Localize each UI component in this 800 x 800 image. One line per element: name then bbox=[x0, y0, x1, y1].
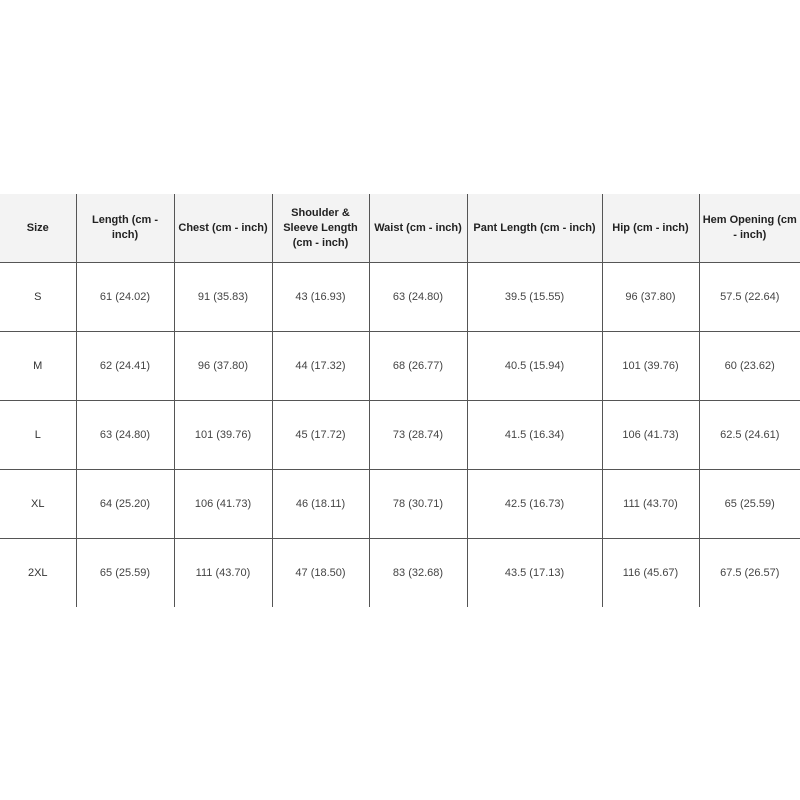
header-waist: Waist (cm - inch) bbox=[369, 194, 467, 263]
table-cell: 41.5 (16.34) bbox=[467, 401, 602, 470]
table-cell: 96 (37.80) bbox=[174, 332, 272, 401]
table-cell: 44 (17.32) bbox=[272, 332, 369, 401]
header-hip: Hip (cm - inch) bbox=[602, 194, 699, 263]
table-cell: 111 (43.70) bbox=[602, 470, 699, 539]
table-cell: 43 (16.93) bbox=[272, 263, 369, 332]
table-cell: 101 (39.76) bbox=[174, 401, 272, 470]
table-body bbox=[0, 263, 800, 608]
table-row bbox=[0, 470, 800, 539]
table-cell: 61 (24.02) bbox=[76, 263, 174, 332]
table-cell: 62 (24.41) bbox=[76, 332, 174, 401]
table-row bbox=[0, 332, 800, 401]
table-cell: 83 (32.68) bbox=[369, 539, 467, 608]
header-row bbox=[0, 194, 800, 263]
table-cell: 42.5 (16.73) bbox=[467, 470, 602, 539]
table-cell: L bbox=[0, 401, 76, 470]
table-cell: 47 (18.50) bbox=[272, 539, 369, 608]
table-cell: 62.5 (24.61) bbox=[699, 401, 800, 470]
table-cell: 101 (39.76) bbox=[602, 332, 699, 401]
table-cell: 106 (41.73) bbox=[602, 401, 699, 470]
table-cell: 63 (24.80) bbox=[369, 263, 467, 332]
table-cell: 73 (28.74) bbox=[369, 401, 467, 470]
table-cell: XL bbox=[0, 470, 76, 539]
table-cell: 57.5 (22.64) bbox=[699, 263, 800, 332]
table-cell: 65 (25.59) bbox=[76, 539, 174, 608]
table-cell: 64 (25.20) bbox=[76, 470, 174, 539]
header-length: Length (cm - inch) bbox=[76, 194, 174, 263]
table-cell: 43.5 (17.13) bbox=[467, 539, 602, 608]
table-cell: 116 (45.67) bbox=[602, 539, 699, 608]
table-cell: 96 (37.80) bbox=[602, 263, 699, 332]
table-cell: 65 (25.59) bbox=[699, 470, 800, 539]
table-cell: 40.5 (15.94) bbox=[467, 332, 602, 401]
table-cell: 106 (41.73) bbox=[174, 470, 272, 539]
table-header bbox=[0, 194, 800, 263]
header-chest: Chest (cm - inch) bbox=[174, 194, 272, 263]
header-hem-opening: Hem Opening (cm - inch) bbox=[699, 194, 800, 263]
table-cell: 39.5 (15.55) bbox=[467, 263, 602, 332]
table-cell: 91 (35.83) bbox=[174, 263, 272, 332]
table-row bbox=[0, 263, 800, 332]
table-cell: 68 (26.77) bbox=[369, 332, 467, 401]
size-chart-table bbox=[0, 194, 800, 607]
table-cell: 78 (30.71) bbox=[369, 470, 467, 539]
table-cell: 63 (24.80) bbox=[76, 401, 174, 470]
header-pant-length: Pant Length (cm - inch) bbox=[467, 194, 602, 263]
header-size: Size bbox=[0, 194, 76, 263]
table-cell: M bbox=[0, 332, 76, 401]
table-cell: 60 (23.62) bbox=[699, 332, 800, 401]
table-cell: 67.5 (26.57) bbox=[699, 539, 800, 608]
table-cell: 2XL bbox=[0, 539, 76, 608]
header-shoulder-sleeve: Shoulder & Sleeve Length (cm - inch) bbox=[272, 194, 369, 263]
table-cell: 111 (43.70) bbox=[174, 539, 272, 608]
table-row bbox=[0, 401, 800, 470]
table-cell: S bbox=[0, 263, 76, 332]
table-cell: 45 (17.72) bbox=[272, 401, 369, 470]
table-row bbox=[0, 539, 800, 608]
table-cell: 46 (18.11) bbox=[272, 470, 369, 539]
